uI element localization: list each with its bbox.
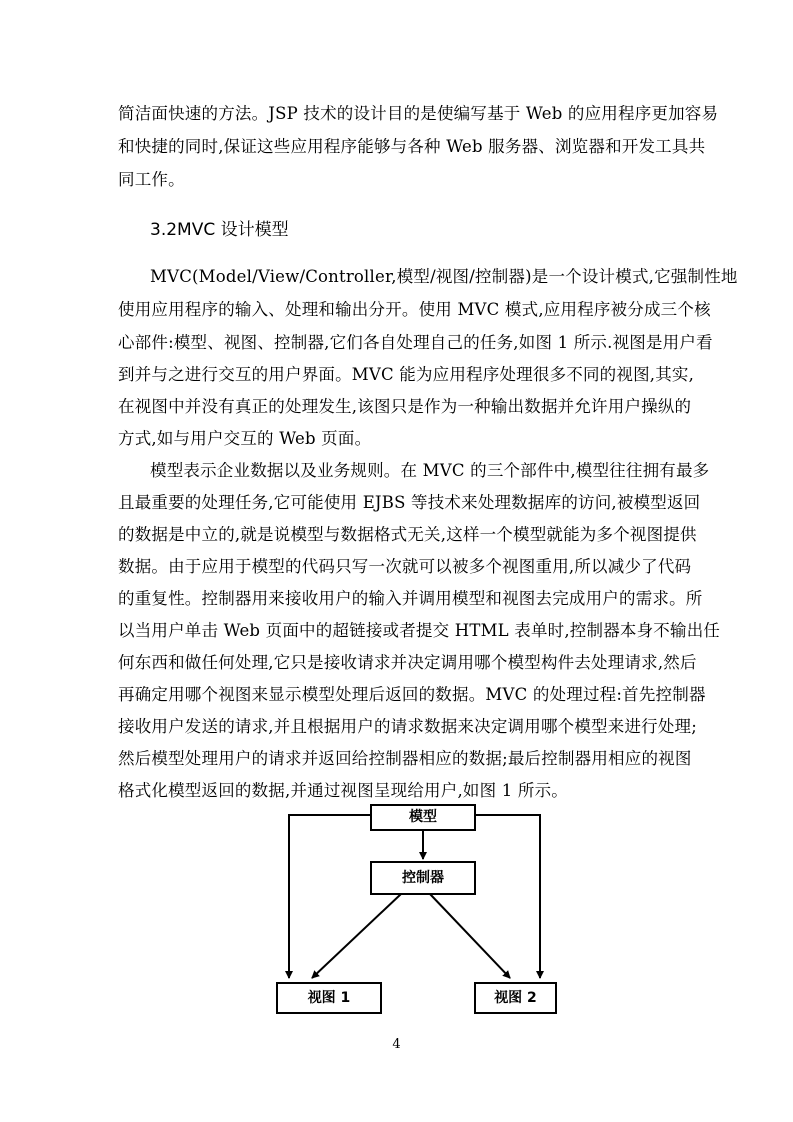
text-line: 何东西和做任何处理,它只是接收请求并决定调用哪个模型构件去处理请求,然后 bbox=[118, 653, 697, 672]
arrow-model-view2 bbox=[475, 815, 540, 978]
text-line: 再确定用哪个视图来显示模型处理后返回的数据。MVC 的处理过程:首先控制器 bbox=[118, 685, 706, 704]
text-line: 格式化模型返回的数据,并通过视图呈现给用户,如图 1 所示。 bbox=[118, 781, 568, 800]
text-line: 的重复性。控制器用来接收用户的输入并调用模型和视图去完成用户的需求。所 bbox=[118, 589, 703, 608]
text-line: MVC(Model/View/Controller,模型/视图/控制器)是一个设计模式,它强制性地 bbox=[150, 267, 738, 286]
text-line: 使用应用程序的输入、处理和输出分开。使用 MVC 模式,应用程序被分成三个核 bbox=[118, 300, 711, 319]
text-line: 接收用户发送的请求,并且根据用户的请求数据来决定调用哪个模型来进行处理; bbox=[118, 717, 698, 736]
arrow-controller-view1 bbox=[312, 894, 401, 978]
arrow-model-view1 bbox=[289, 815, 370, 978]
page-number: 4 bbox=[392, 1037, 401, 1052]
view2-box bbox=[474, 982, 557, 1014]
text-line: 到并与之进行交互的用户界面。MVC 能为应用程序处理很多不同的视图,其实, bbox=[118, 365, 695, 384]
view2-label: 视图 2 bbox=[494, 990, 537, 1006]
text-line: 和快捷的同时,保证这些应用程序能够与各种 Web 服务器、浏览器和开发工具共 bbox=[118, 137, 706, 156]
model-box bbox=[370, 804, 476, 831]
text-line: 的数据是中立的,就是说模型与数据格式无关,这样一个模型就能为多个视图提供 bbox=[118, 525, 697, 544]
text-line: 数据。由于应用于模型的代码只写一次就可以被多个视图重用,所以减少了代码 bbox=[118, 557, 692, 576]
text-line: 方式,如与用户交互的 Web 页面。 bbox=[118, 429, 372, 448]
text-line: 同工作。 bbox=[118, 170, 185, 189]
controller-box bbox=[370, 861, 476, 895]
text-line: 以当用户单击 Web 页面中的超链接或者提交 HTML 表单时,控制器本身不输出任 bbox=[118, 621, 721, 640]
text-line: 且最重要的处理任务,它可能使用 EJBS 等技术来处理数据库的访问,被模型返回 bbox=[118, 493, 701, 512]
model-label: 模型 bbox=[409, 809, 437, 825]
text-line: 模型表示企业数据以及业务规则。在 MVC 的三个部件中,模型往往拥有最多 bbox=[150, 461, 710, 480]
text-line: 在视图中并没有真正的处理发生,该图只是作为一种输出数据并允许用户操纵的 bbox=[118, 397, 692, 416]
text-line: 心部件:模型、视图、控制器,它们各自处理自己的任务,如图 1 所示.视图是用户看 bbox=[118, 333, 713, 352]
text-line: 简洁面快速的方法。JSP 技术的设计目的是使编写基于 Web 的应用程序更加容易 bbox=[118, 104, 719, 123]
view1-label: 视图 1 bbox=[307, 990, 351, 1006]
mvc-diagram bbox=[270, 804, 560, 1016]
section-heading: 3.2MVC 设计模型 bbox=[150, 220, 289, 240]
arrow-controller-view2 bbox=[430, 894, 510, 978]
text-line: 然后模型处理用户的请求并返回给控制器相应的数据;最后控制器用相应的视图 bbox=[118, 749, 692, 768]
controller-label: 控制器 bbox=[402, 870, 444, 886]
view1-box bbox=[276, 982, 382, 1014]
